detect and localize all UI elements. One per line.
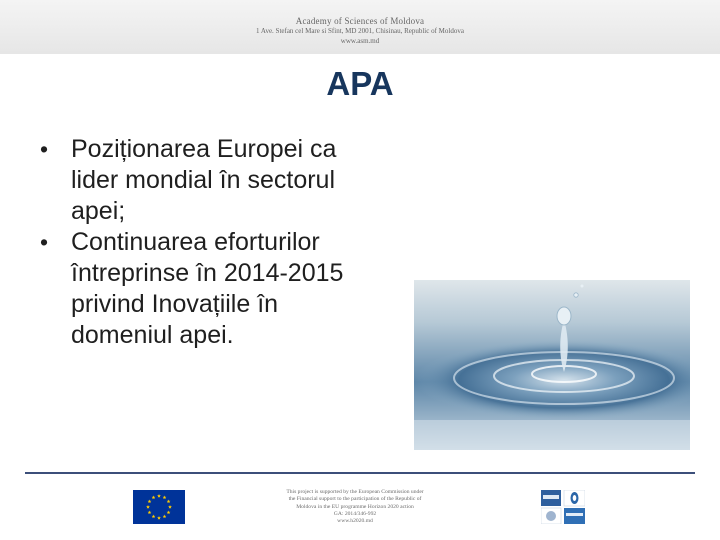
bullet-dot-icon: •: [40, 136, 49, 162]
footer-divider: [25, 472, 695, 474]
slide-title: [0, 64, 720, 104]
slide-title-text: APA: [326, 65, 394, 102]
footer-line: www.h2020.md: [337, 518, 373, 525]
footer-line: This project is supported by the European Commission under: [286, 489, 424, 495]
bullet-dot-icon: •: [40, 229, 49, 255]
bullet-text-line: domeniul apei.: [71, 321, 234, 349]
header-address: 1 Ave. Stefan cel Mare si Sfint, MD 2001, Chisinau, Republic of Moldova: [256, 27, 464, 35]
bullet-text-line: lider mondial în sectorul: [71, 166, 336, 194]
footer-line: the Financial support to the participation of the Republic of: [288, 496, 422, 503]
bullet-list: [38, 134, 418, 351]
bullet-item: [38, 134, 418, 227]
header-banner: [0, 0, 720, 54]
bullet-text-line: Poziționarea Europei ca: [71, 135, 337, 163]
water-drop-icon: [414, 280, 690, 450]
header-institution: Academy of Sciences of Moldova: [295, 16, 425, 26]
footer-line: Moldova in the EU programme Horizon 2020 action: [296, 503, 414, 510]
footer-line: GA: 2014/346-992: [333, 510, 377, 517]
water-drop-photo: [414, 280, 690, 450]
bullet-text-line: întreprinse în 2014-2015: [71, 259, 344, 287]
bullet-text-line: Continuarea eforturilor: [71, 228, 320, 256]
footer-funding-note: [250, 489, 460, 525]
bullet-item: [38, 227, 418, 351]
eu-flag-icon: [133, 490, 185, 524]
partner-logos-icon: [541, 490, 585, 524]
header-website: www.asm.md: [340, 37, 380, 45]
bullet-text-line: privind Inovațiile în: [71, 290, 279, 318]
bullet-text-line: apei;: [71, 197, 126, 225]
